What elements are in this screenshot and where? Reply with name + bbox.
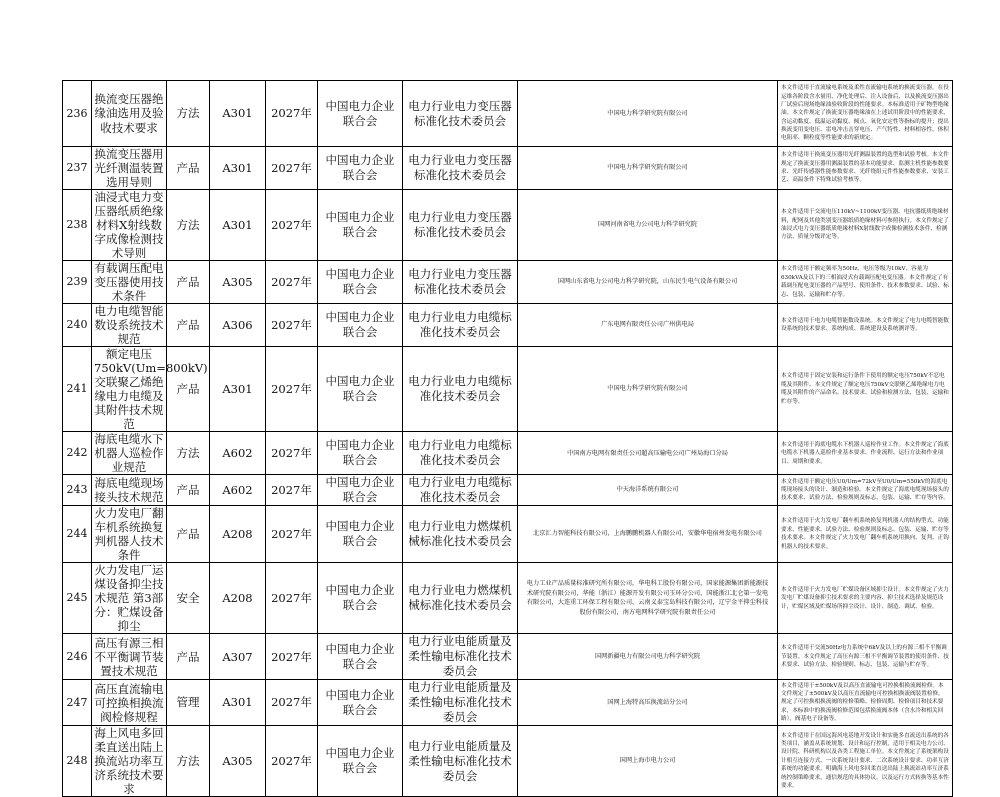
proposing-unit: 中国电力企业联合会: [318, 190, 403, 261]
category-code: A602: [210, 432, 266, 475]
completion-year: 2027年: [266, 563, 318, 634]
table-row: [63, 147, 953, 190]
category-code: A301: [210, 147, 266, 190]
proposing-unit: 中国电力企业联合会: [318, 432, 403, 475]
standard-name: 海上风电多回柔直送出陆上换流站功率互济系统技术要求: [92, 726, 167, 797]
drafting-unit: 北京汇力智能科技有限公司，上海鹏鹏机器人有限公司，安徽华电宿州发电有限公司: [518, 506, 778, 563]
row-number: 245: [63, 563, 92, 634]
completion-year: 2027年: [266, 190, 318, 261]
standards-table: [62, 80, 953, 797]
category-code: A208: [210, 506, 266, 563]
standard-name: 高压有源三相不平衡调节装置技术规范: [92, 634, 167, 680]
standard-type: 管理: [167, 680, 210, 726]
completion-year: 2027年: [266, 634, 318, 680]
table-row: [63, 347, 953, 432]
standard-type: 方法: [167, 432, 210, 475]
completion-year: 2027年: [266, 147, 318, 190]
standard-name: 海底电缆水下机器人巡检作业规范: [92, 432, 167, 475]
standard-name: 高压直流输电可控换相换流阀检修规程: [92, 680, 167, 726]
technical-committee: 电力行业电力电缆标准化技术委员会: [403, 304, 518, 347]
row-number: 243: [63, 475, 92, 506]
category-code: A305: [210, 261, 266, 304]
drafting-unit: 国网上海市电力公司: [518, 726, 778, 797]
technical-committee: 电力行业电力电缆标准化技术委员会: [403, 475, 518, 506]
drafting-unit: 中国电力科学研究院有限公司: [518, 81, 778, 147]
table-row: [63, 634, 953, 680]
completion-year: 2027年: [266, 680, 318, 726]
technical-committee: 电力行业电力变压器标准化技术委员会: [403, 81, 518, 147]
row-number: 248: [63, 726, 92, 797]
technical-committee: 电力行业电力燃煤机械标准化技术委员会: [403, 506, 518, 563]
completion-year: 2027年: [266, 432, 318, 475]
completion-year: 2027年: [266, 261, 318, 304]
table-row: [63, 261, 953, 304]
drafting-unit: 电力工业产品质量标准研究所有限公司，华电科工股份有限公司，国家能源集团新能源技术研究院有限公司，华能（浙江）能源开发有限公司玉环分公司，国能浙江北仑第一发电有限公司，大连重工环保工程有限公司，云南义泰宝岛科技有限公司，辽宁金平抑尘科技股份有限公司，南方电网科学研究院有限责任公司: [518, 563, 778, 634]
row-number: 240: [63, 304, 92, 347]
scope-description: 本文件适用于固定安装和运行条件下使用的额定电压750kV不忍电缆及其附件。本文件规定了额定电压750kV交联聚乙烯绝缘电力电缆及其附件的产品命名、技术要求、试验和检测方法、包装、运输和贮存等。: [778, 347, 953, 432]
category-code: A602: [210, 475, 266, 506]
proposing-unit: 中国电力企业联合会: [318, 634, 403, 680]
technical-committee: 电力行业电力燃煤机械标准化技术委员会: [403, 563, 518, 634]
table-row: [63, 81, 953, 147]
drafting-unit: 国网新疆电力有限公司电力科学研究院: [518, 634, 778, 680]
completion-year: 2027年: [266, 726, 318, 797]
scope-description: 本文件适用于火力发电厂贮煤设备区域抑尘设计。本文件规定了火力发电厂贮煤设备抑尘技术要求的主要内容、抑尘技术选择及规范设计，贮煤区域及贮煤场所抑尘设计、设计、制造、调试、检验。: [778, 563, 953, 634]
standard-type: 产品: [167, 506, 210, 563]
standard-name: 火力发电厂运煤设备抑尘技术规范 第3部分：贮煤设备抑尘: [92, 563, 167, 634]
row-number: 241: [63, 347, 92, 432]
table-row: [63, 432, 953, 475]
standard-type: 方法: [167, 190, 210, 261]
standard-type: 产品: [167, 634, 210, 680]
scope-description: 本文件适用于电力电缆智能数设系统。本文件规定了电力电缆智能数设系统的技术要求、系统构成、系统建设及系统测评等。: [778, 304, 953, 347]
table-row: [63, 563, 953, 634]
drafting-unit: 广东电网有限责任公司广州供电局: [518, 304, 778, 347]
proposing-unit: 中国电力企业联合会: [318, 347, 403, 432]
standard-type: 产品: [167, 347, 210, 432]
proposing-unit: 中国电力企业联合会: [318, 506, 403, 563]
row-number: 242: [63, 432, 92, 475]
standard-type: 安全: [167, 563, 210, 634]
category-code: A301: [210, 81, 266, 147]
scope-description: 本文件适用于直流输电系统及柔性直流输电系统的换流变压器，在役运维各阶段含水量用、净化处理后、注入设备后，以及换流变压器出厂试验后现场绝缘油验收阶段的性能要求。本标准适用于矿物型绝缘油。本文件规定了换流变压器绝缘油在上述试用阶段中的性能要求，含运动黏度、低温运动黏度、倾点、氧化安定性等指标的提升；提出换流变用变电压、雷电冲击击穿电压、产气特性、材料相容性、体积电阻率、颗粒度等性能要求的新规定。: [778, 81, 953, 147]
table-row: [63, 190, 953, 261]
technical-committee: 电力行业电能质量及柔性输电标准化技术委员会: [403, 634, 518, 680]
scope-description: 本文件适用于换流变压器用光纤测温装置的选型和试验考核。本文件规定了换流变压器用测温装置的基本功能要求、监测主机性能参数要求、光纤传感器性能参数要求、光纤绕组元件性能参数要求、安装工艺、高温条件下特殊试验考核等。: [778, 147, 953, 190]
technical-committee: 电力行业电力电缆标准化技术委员会: [403, 347, 518, 432]
proposing-unit: 中国电力企业联合会: [318, 81, 403, 147]
drafting-unit: 国网河南省电力公司电力科学研究院: [518, 190, 778, 261]
standard-name: 换流变压器绝缘油选用及验收技术要求: [92, 81, 167, 147]
scope-description: 本文件适用于交流50Hz电力系统中6kV及以上的有源三相不平衡调节装置。本文件规定了高压有源三相不平衡调节装置的使用条件、技术要求、试验方法、检验规则、标志、包装、运输与贮存等。: [778, 634, 953, 680]
scope-description: 本文件适用于海底电缆水下机器人巡检作业工作。本文件规定了海底电缆水下机器人巡检作业基本要求、作业流程、运行方法和作业项目、周期和要求。: [778, 432, 953, 475]
drafting-unit: 中国南方电网有限责任公司超高压输电公司广州局海口分局: [518, 432, 778, 475]
standard-type: 产品: [167, 304, 210, 347]
scope-description: 本文件适用于额定频率为50Hz、电压等级为10kV、容量为630kVA及以下的三相油浸式有载调压配电变压器。本文件规定了有载调压配电变压器的产品型号、使用条件、技术参数要求、试验、标志、包装、运输和贮存等。: [778, 261, 953, 304]
drafting-unit: 中国电力科学研究院有限公司: [518, 147, 778, 190]
completion-year: 2027年: [266, 347, 318, 432]
standard-name: 油浸式电力变压器纸质绝缘材料X射线数字成像检测技术导则: [92, 190, 167, 261]
standard-type: 产品: [167, 261, 210, 304]
technical-committee: 电力行业电力电缆标准化技术委员会: [403, 432, 518, 475]
row-number: 239: [63, 261, 92, 304]
technical-committee: 电力行业电力变压器标准化技术委员会: [403, 147, 518, 190]
category-code: A301: [210, 347, 266, 432]
standard-name: 火力发电厂翻车机系统换复判机器人技术条件: [92, 506, 167, 563]
drafting-unit: 国网上海特高压换流站分公司: [518, 680, 778, 726]
proposing-unit: 中国电力企业联合会: [318, 680, 403, 726]
standard-name: 电力电缆智能数设系统技术规范: [92, 304, 167, 347]
proposing-unit: 中国电力企业联合会: [318, 147, 403, 190]
proposing-unit: 中国电力企业联合会: [318, 726, 403, 797]
drafting-unit: 国网山东省电力公司电力科学研究院，山东民生电气设备有限公司: [518, 261, 778, 304]
scope-description: 本文件适用于额定电压U0/Um=72kV至U0/Um=550kV的海底电缆现场接头的设计、制造和检验。本文件规定了海底电缆现场接头的技术要求、试验方法、检验规则及标志、包装、运输、贮存等内容。: [778, 475, 953, 506]
row-number: 244: [63, 506, 92, 563]
scope-description: 本文件适用于±500kV及以高压直流输电可控换相换流阀检修。本文件规定了±500kV及以高压直流输电可控换相换流阀装置检修，规定了可控换相换流阀的检修策略、检修周期、检修项目和技术要求，本标准中的换流阀检修范围包括换流阀本体（含水冷和相关回路），阀基电子设备等。: [778, 680, 953, 726]
scope-description: 本文件适用于交流电压110kV~1100kV变压器、电抗器纸质绝缘材料，配网及其他类别变压器纸质绝缘材料可参照执行。本文件规定了油浸式电力变压器纸质绝缘材料X射线数字成像检测技术条件、检测方法、质量分级评定等。: [778, 190, 953, 261]
scope-description: 本文件适用于火力发电厂翻车机系统换复判机器人的结构型式、功能要求、性能要求、试验方法、检验规则及标志、包装、运输、贮存等技术要求。本文件规定了火力发电厂翻车机系统用换向、复判、正钩机器人的技术要求。: [778, 506, 953, 563]
row-number: 246: [63, 634, 92, 680]
row-number: 237: [63, 147, 92, 190]
table-row: [63, 726, 953, 797]
category-code: A208: [210, 563, 266, 634]
drafting-unit: 中天海洋系统有限公司: [518, 475, 778, 506]
row-number: 236: [63, 81, 92, 147]
drafting-unit: 中国电力科学研究院有限公司: [518, 347, 778, 432]
completion-year: 2027年: [266, 475, 318, 506]
technical-committee: 电力行业电能质量及柔性输电标准化技术委员会: [403, 680, 518, 726]
standards-table-sheet: [62, 80, 952, 797]
technical-committee: 电力行业电能质量及柔性输电标准化技术委员会: [403, 726, 518, 797]
table-row: [63, 475, 953, 506]
proposing-unit: 中国电力企业联合会: [318, 563, 403, 634]
standard-type: 产品: [167, 475, 210, 506]
scope-description: 本文件适用于在国远海风电基地开发设计和实施多直流送出系统的各类项目，涵盖从系统规划、设计和运行控制，适用于相关电力公司、设计院、科研机构以及各类工程施工单位。本文件规定了系统架构设计相互连接方式、一次系统设计要求、二次系统设计要求、功率互济系统的功能要求，明确海上风电多回柔直送出陆上换流站功率互济系统控制策略要求，通信规范的具体协议，以及运行方式转换等基本性要求。: [778, 726, 953, 797]
technical-committee: 电力行业电力变压器标准化技术委员会: [403, 261, 518, 304]
row-number: 247: [63, 680, 92, 726]
proposing-unit: 中国电力企业联合会: [318, 261, 403, 304]
completion-year: 2027年: [266, 304, 318, 347]
completion-year: 2027年: [266, 506, 318, 563]
table-body: [63, 81, 953, 797]
technical-committee: 电力行业电力变压器标准化技术委员会: [403, 190, 518, 261]
category-code: A301: [210, 680, 266, 726]
category-code: A306: [210, 304, 266, 347]
standard-name: 有载调压配电变压器使用技术条件: [92, 261, 167, 304]
standard-name: 换流变压器用光纤测温装置选用导则: [92, 147, 167, 190]
category-code: A307: [210, 634, 266, 680]
proposing-unit: 中国电力企业联合会: [318, 304, 403, 347]
standard-type: 方法: [167, 726, 210, 797]
standard-type: 方法: [167, 81, 210, 147]
proposing-unit: 中国电力企业联合会: [318, 475, 403, 506]
row-number: 238: [63, 190, 92, 261]
standard-name: 额定电压750kV(Um=800kV)交联聚乙烯绝缘电力电缆及其附件技术规范: [92, 347, 167, 432]
table-row: [63, 304, 953, 347]
category-code: A301: [210, 190, 266, 261]
standard-name: 海底电缆现场接头技术规范: [92, 475, 167, 506]
table-row: [63, 680, 953, 726]
table-row: [63, 506, 953, 563]
standard-type: 产品: [167, 147, 210, 190]
completion-year: 2027年: [266, 81, 318, 147]
category-code: A305: [210, 726, 266, 797]
